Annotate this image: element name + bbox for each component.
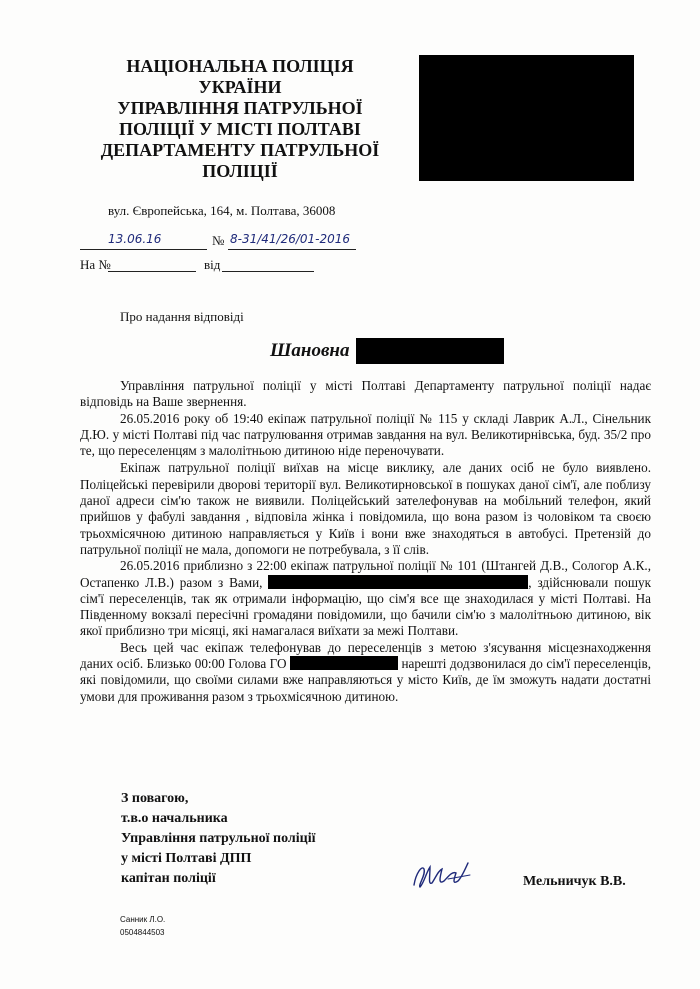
inline-redaction	[290, 656, 398, 670]
organization-header	[80, 56, 400, 182]
reply-from-label: від	[204, 257, 221, 272]
closing-line-1: З повагою,	[121, 791, 189, 806]
letter-body	[80, 378, 651, 705]
outgoing-date: 13.06.16	[108, 232, 162, 246]
number-underline	[228, 249, 356, 250]
body-paragraph-3: Екіпаж патрульної поліції виїхав на місце виклику, але даних осіб не було виявлено. Поліцейські перевірили дворові території вул. Великотирновської в пошуках даної сім'ї, але поблизу даної адреси сім'ю також не виявили. Поліцейський зателефонував на мобільний телефон, який прийшов у фабулі завдання , відповіла жінка і повідомила, що вона разом із чоловіком та своєю трьохмісячною дитиною направляється у Київ і вони вже знаходяться в автобусі. Претензій до патрульної поліції не мала, допомоги не потребувала, з її слів.	[80, 460, 651, 557]
salutation: Шановна	[270, 340, 350, 361]
closing-block	[121, 789, 316, 889]
paragraph-5-start: Весь цей час екіпаж телефонував до переселенців з метою з'ясування місцезнаходження даних осіб. Близько 00:00 Голова ГО	[80, 639, 651, 672]
closing-line-3: Управління патрульної поліції	[121, 831, 316, 846]
org-line-5: ДЕПАРТАМЕНТУ ПАТРУЛЬНОЇ	[100, 140, 380, 160]
outgoing-number: 8-31/41/26/01-2016	[230, 232, 351, 246]
signer-name: Мельничук В.В.	[523, 874, 626, 889]
inline-redaction	[470, 575, 528, 589]
body-paragraph-2: 26.05.2016 року об 19:40 екіпаж патрульної поліції № 115 у складі Лаврик А.Л., Сінельник Д.Ю. у місті Полтаві під час патрулювання отримав завдання на вул. Великотирнівська, буд. 35/2 про те, що переселенцям з малолітньою дитиною ніде переночувати.	[80, 410, 651, 459]
org-line-2: УКРАЇНИ	[198, 77, 282, 97]
paragraph-4-start: 26.05.2016 приблизно з 22:00 екіпаж патрульної поліції № 101 (Штангей Д.В., Сологор А.К., Остапенко Л.В.) разом з Вами,	[80, 558, 651, 590]
paragraph-4-end: , здійснювали пошук сім'ї переселенців, так як отримали інформацію, що сім'я все ще знаходилася у місті Полтаві. На Південному вокзалі пересічні громадяни повідомили, що бачили сім'ю з малолітньою дитиною, вік якої приблизно три місяці, які намагалася виїхати за межі Полтави.	[80, 574, 651, 639]
executor-name: Санник Л.О.	[120, 915, 166, 924]
paragraph-5-end: нарешті додзвонилася до сім'ї переселенців, які повідомили, що своїми силами вже направляються у місто Київ, де їм зможуть надати достатні умови для проживання разом з трьохмісячною дитиною.	[80, 656, 652, 704]
body-paragraph-4	[80, 558, 651, 639]
reply-date-line	[222, 271, 314, 272]
closing-line-5: капітан поліції	[121, 871, 216, 886]
reply-number-line	[108, 271, 196, 272]
executor-info	[120, 913, 165, 939]
closing-line-2: т.в.о начальника	[121, 811, 228, 826]
org-line-1: НАЦІОНАЛЬНА ПОЛІЦІЯ	[126, 56, 354, 76]
recipient-redaction	[419, 55, 634, 181]
handwritten-signature	[408, 855, 478, 895]
org-line-4: ПОЛІЦІЇ У МІСТІ ПОЛТАВІ	[119, 119, 361, 139]
number-prefix: №	[212, 233, 225, 248]
executor-phone: 0504844503	[120, 928, 165, 937]
letter-subject: Про надання відповіді	[120, 309, 244, 324]
closing-line-4: у місті Полтаві ДПП	[121, 851, 252, 866]
addressee-name-redaction	[356, 338, 504, 364]
date-underline	[80, 249, 207, 250]
body-paragraph-5	[80, 640, 651, 705]
org-line-6: ПОЛІЦІЇ	[202, 161, 278, 181]
inline-redaction	[268, 575, 504, 589]
organization-address: вул. Європейська, 164, м. Полтава, 36008	[108, 203, 336, 218]
body-paragraph-1: Управління патрульної поліції у місті Полтаві Департаменту патрульної поліції надає відповідь на Ваше звернення.	[80, 378, 651, 410]
org-line-3: УПРАВЛІННЯ ПАТРУЛЬНОЇ	[117, 98, 363, 118]
reply-number-label: На №	[80, 257, 111, 272]
